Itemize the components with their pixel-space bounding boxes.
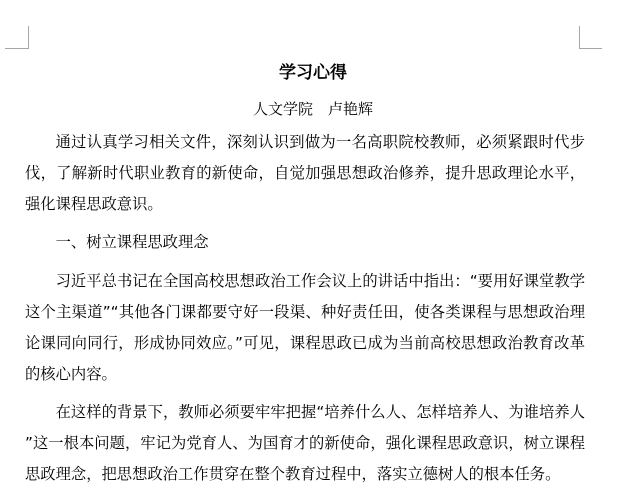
corner-mark-top-right [579,48,602,49]
intro-paragraph: 通过认真学习相关文件，深刻认识到做为一名高职院校教师，必须紧跟时代步伐，了解新时代职业教育的新使命，自觉加强思想政治修养，提升思政理论水平，强化课程思政意识。 [25,133,585,213]
body-paragraph: 习近平总书记在全国高校思想政治工作会议上的讲话中指出：“要用好课堂教学这个主渠道”“其他各门课都要守好一段渠、种好责任田，使各类课程与思想政治理论课同向同行，形成协同效应。”可见，课程思政已成为当前高校思想政治教育改革的核心内容。 [25,272,585,383]
corner-mark-top-left [5,48,28,49]
corner-mark-top-right [579,26,580,49]
body-paragraph: 在这样的背景下，教师必须要牢牢把握“培养什么人、怎样培养人、为谁培养人”这一根本问题，牢记为党育人、为国育才的新使命，强化课程思政意识，树立课程思政理念，把思想政治工作贯穿在整个教育过程中，落实立德树人的根本任务。 [25,403,585,483]
author-byline: 人文学院 卢艳辉 [252,100,373,118]
document-body [25,127,585,490]
corner-mark-top-left [28,26,29,49]
section-heading: 一、树立课程思政理念 [55,233,209,252]
document-title: 学习心得 [279,63,347,83]
